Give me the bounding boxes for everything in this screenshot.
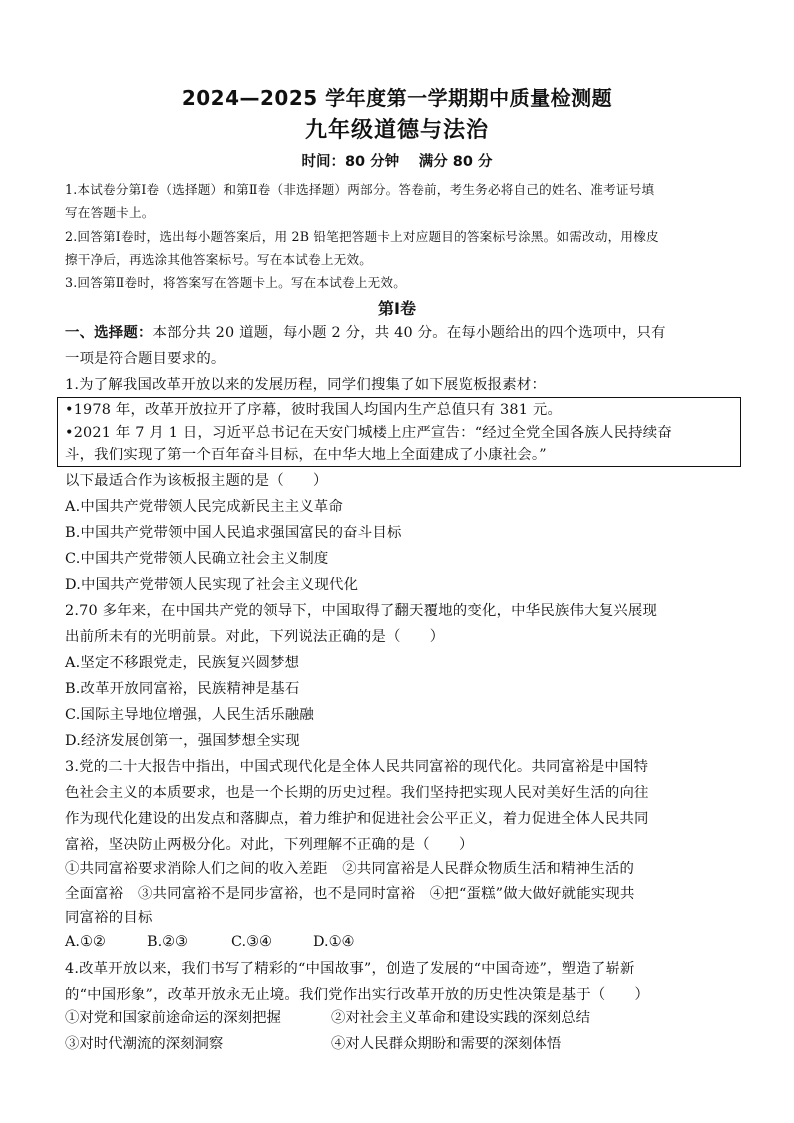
question-1-option-b: B.中国共产党带领中国人民追求强国富民的奋斗目标 [65, 525, 402, 541]
question-3-stem: 3.党的二十大报告中指出，中国式现代化是全体人民共同富裕的现代化。共同富裕是中国特 [65, 759, 649, 775]
notice-line: 1.本试卷分第Ⅰ卷（选择题）和第Ⅱ卷（非选择题）两部分。答卷前，考生务必将自己的姓名、准考证号填 [65, 182, 655, 197]
exam-time-score [0, 152, 794, 172]
exam-time: 时间：80 分钟 [301, 154, 400, 170]
question-1-option-d: D.中国共产党带领人民实现了社会主义现代化 [65, 577, 359, 593]
question-1-stem: 1.为了解我国改革开放以来的发展历程，同学们搜集了如下展览板报素材： [65, 377, 547, 393]
question-3-options [65, 930, 737, 954]
question-4-item-4: ④对人民群众期盼和需要的深刻体悟 [331, 1036, 562, 1052]
volume-heading: 第Ⅰ卷 [378, 299, 416, 318]
notice-line: 写在答题卡上。 [65, 205, 155, 220]
question-2-option-c: C.国际主导地位增强，人民生活乐融融 [65, 707, 314, 723]
question-3-option-a: A.①② [65, 934, 106, 950]
question-4-stem: 4.改革开放以来，我们书写了精彩的“中国故事”，创造了发展的“中国奇迹”，塑造了崭新 [65, 961, 635, 977]
question-3-option-b: B.②③ [147, 934, 188, 950]
notice-line: 3.回答第Ⅱ卷时，将答案写在答题卡上。写在本试卷上无效。 [65, 275, 407, 290]
material-line: •1978 年，改革开放拉开了序幕，彼时我国人均国内生产总值只有 381 元。 [65, 402, 563, 418]
notice-line: 2.回答第Ⅰ卷时，选出每小题答案后，用 2B 铅笔把答题卡上对应题目的答案标号涂黑。如需改动，用橡皮 [65, 229, 659, 244]
question-4-item-1: ①对党和国家前途命运的深刻把握 [65, 1010, 281, 1026]
question-3-option-d: D.①④ [313, 934, 355, 950]
question-2-option-b: B.改革开放同富裕，民族精神是基石 [65, 681, 300, 697]
question-2-option-a: A.坚定不移跟党走，民族复兴圆梦想 [65, 655, 300, 671]
question-3-statements: 全面富裕 ③共同富裕不是同步富裕，也不是同时富裕 ④把“蛋糕”做大做好就能实现共 [65, 886, 635, 902]
notice-line: 擦干净后，再选涂其他答案标号。写在本试卷上无效。 [65, 252, 373, 267]
section-instruction-cont: 一项是符合题目要求的。 [65, 351, 226, 367]
exam-title: 2024—2025 学年度第一学期期中质量检测题 [181, 86, 613, 110]
question-4-stem-cont: 的“中国形象”，改革开放永无止境。我们党作出实行改革开放的历史性决策是基于（ ） [65, 987, 650, 1003]
question-1-option-a: A.中国共产党带领人民完成新民主主义革命 [65, 499, 343, 515]
section-heading: 一、选择题： [65, 325, 153, 341]
question-3-stem: 富裕，坚决防止两极分化。对此，下列理解不正确的是（ ） [65, 837, 474, 853]
question-3-option-c: C.③④ [231, 934, 272, 950]
exam-score: 满分 80 分 [418, 154, 493, 170]
question-3-stem: 作为现代化建设的出发点和落脚点，着力维护和促进社会公平正义，着力促进全体人民共同 [65, 811, 649, 827]
question-4-item-2: ②对社会主义革命和建设实践的深刻总结 [331, 1010, 591, 1026]
question-2-stem: 2.70 多年来，在中国共产党的领导下，中国取得了翻天覆地的变化，中华民族伟大复兴展现 [65, 603, 658, 619]
section-instruction: 一、选择题：本部分共 20 道题，每小题 2 分，共 40 分。在每小题给出的四个选项中，只有 [65, 325, 666, 341]
question-3-stem: 色社会主义的本质要求，也是一个长期的历史过程。我们坚持把实现人民对美好生活的向往 [65, 785, 649, 801]
material-line: 斗，我们实现了第一个百年奋斗目标，在中华大地上全面建成了小康社会。” [65, 447, 547, 463]
question-1-prompt: 以下最适合作为该板报主题的是（ ） [65, 473, 328, 489]
exam-subject: 九年级道德与法治 [304, 118, 489, 143]
question-3-statements: ①共同富裕要求消除人们之间的收入差距 ②共同富裕是人民群众物质生活和精神生活的 [65, 861, 635, 877]
material-line: •2021 年 7 月 1 日，习近平总书记在天安门城楼上庄严宣告：“经过全党全国各族人民持续奋 [65, 425, 672, 441]
question-2-stem-cont: 出前所未有的光明前景。对此，下列说法正确的是（ ） [65, 629, 445, 645]
question-4-item-3: ③对时代潮流的深刻洞察 [65, 1036, 224, 1052]
question-3-statements: 同富裕的目标 [65, 910, 153, 926]
question-2-option-d: D.经济发展创第一，强国梦想全实现 [65, 733, 300, 749]
question-1-option-c: C.中国共产党带领人民确立社会主义制度 [65, 551, 329, 567]
